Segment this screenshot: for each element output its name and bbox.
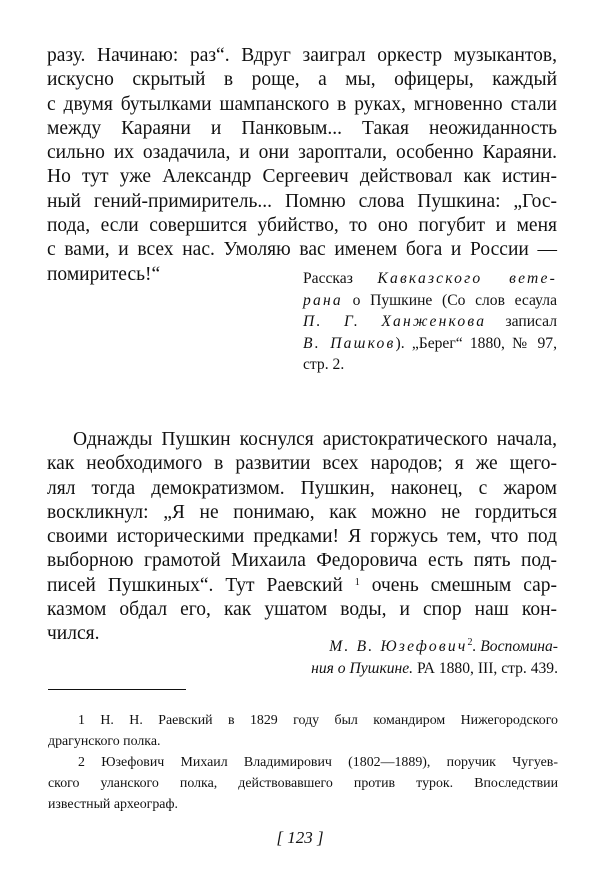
footnote-line: драгунского полка. [48,734,161,749]
citation-person: П. Г. Ханженкова [303,313,487,330]
text-line: выборною грамотой Михаила Федоровича есть пять под- [47,550,557,572]
text-line: чился. [47,623,100,645]
text-span: очень смешным сар- [359,574,558,596]
text-line: между Караяни и Панковым... Такая неожиданность [47,117,557,139]
text-line: разу. Начинаю: раз“. Вдруг заиграл оркестр музыкантов, [47,45,557,66]
citation-person: В. Пашков [303,334,396,352]
citation-author: Кавказского вете- [377,270,557,287]
citation-line [296,636,558,658]
citation-text: РА 1880, III, стр. 439. [413,659,558,677]
text-line: ный гений-примиритель... Помню слова Пушкина: „Гос- [47,190,557,212]
text-line [47,574,557,598]
source-citation-1 [303,268,557,376]
citation-title: . Воспомина- [472,638,558,655]
citation-line [303,268,557,290]
citation-line [303,311,557,333]
footnote-divider [48,689,186,690]
text-line: с вами, и всех нас. Умоляю вас именем бога и России — [47,239,557,261]
text-line: своими историческими предками! Я горжусь тем, что под [47,526,557,548]
text-line: искусно скрытый в роще, а мы, офицеры, каждый [47,69,557,91]
footnote-ref-1[interactable]: 1 [354,576,360,588]
footnote-1 [48,710,558,752]
footnote-line: ского уланского полка, действовавшего против турок. Впоследствии [48,776,558,791]
citation-text: о Пушкине (Со слов есаула [342,291,557,309]
text-line: как необходимого в развитии всех народов; я же щего- [47,453,557,475]
text-span: писей Пушкиных“. Тут Раевский [47,574,355,596]
text-line: воскликнул: „Я не понимаю, как можно не гордиться [47,501,557,523]
footnote-2 [48,752,558,815]
text-line: сильно их озадачила, и они зароптали, особенно Караяни. [47,142,557,164]
footnote-ref-2[interactable]: 2 [467,637,473,648]
text-line: Но тут уже Александр Сергеевич действовал как истин- [47,166,557,188]
citation-text: ). „Берег“ 1880, № 97, [395,334,558,352]
citation-author: М. В. Юзефович [329,638,468,655]
citation-line: стр. 2. [303,356,345,373]
text-line: с двумя бутылками шампанского в руках, мгновенно стали [47,93,557,115]
citation-text: записал [486,313,557,330]
citation-text: Рассказ [303,270,378,287]
text-line: Однажды Пушкин коснулся аристократического начала, [73,429,557,450]
page-number: [ 123 ] [276,828,324,847]
text-line: лял тогда демократизмом. Пушкин, наконец, с жаром [47,477,557,499]
citation-line [296,658,558,680]
citation-line [303,290,557,312]
citation-line [303,333,557,355]
paragraph-duel-story [47,44,557,287]
footnote-line: 1 Н. Н. Раевский в 1829 году был командиром Нижегородского [78,713,558,728]
text-line: пода, если совершится убийство, то оно погубит и меня [47,215,557,237]
source-citation-2 [296,636,558,679]
text-line: помиритесь!“ [47,263,161,285]
citation-title: ния о Пушкине. [311,659,414,677]
footnote-line: 2 Юзефович Михаил Владимирович (1802—1889), поручик Чугуев- [78,755,558,770]
footnote-line: известный археограф. [48,797,178,812]
text-line: казмом обдал его, как ушатом воды, и спор наш кон- [47,599,557,621]
paragraph-aristocracy [47,428,557,647]
citation-author: рана [303,291,343,309]
